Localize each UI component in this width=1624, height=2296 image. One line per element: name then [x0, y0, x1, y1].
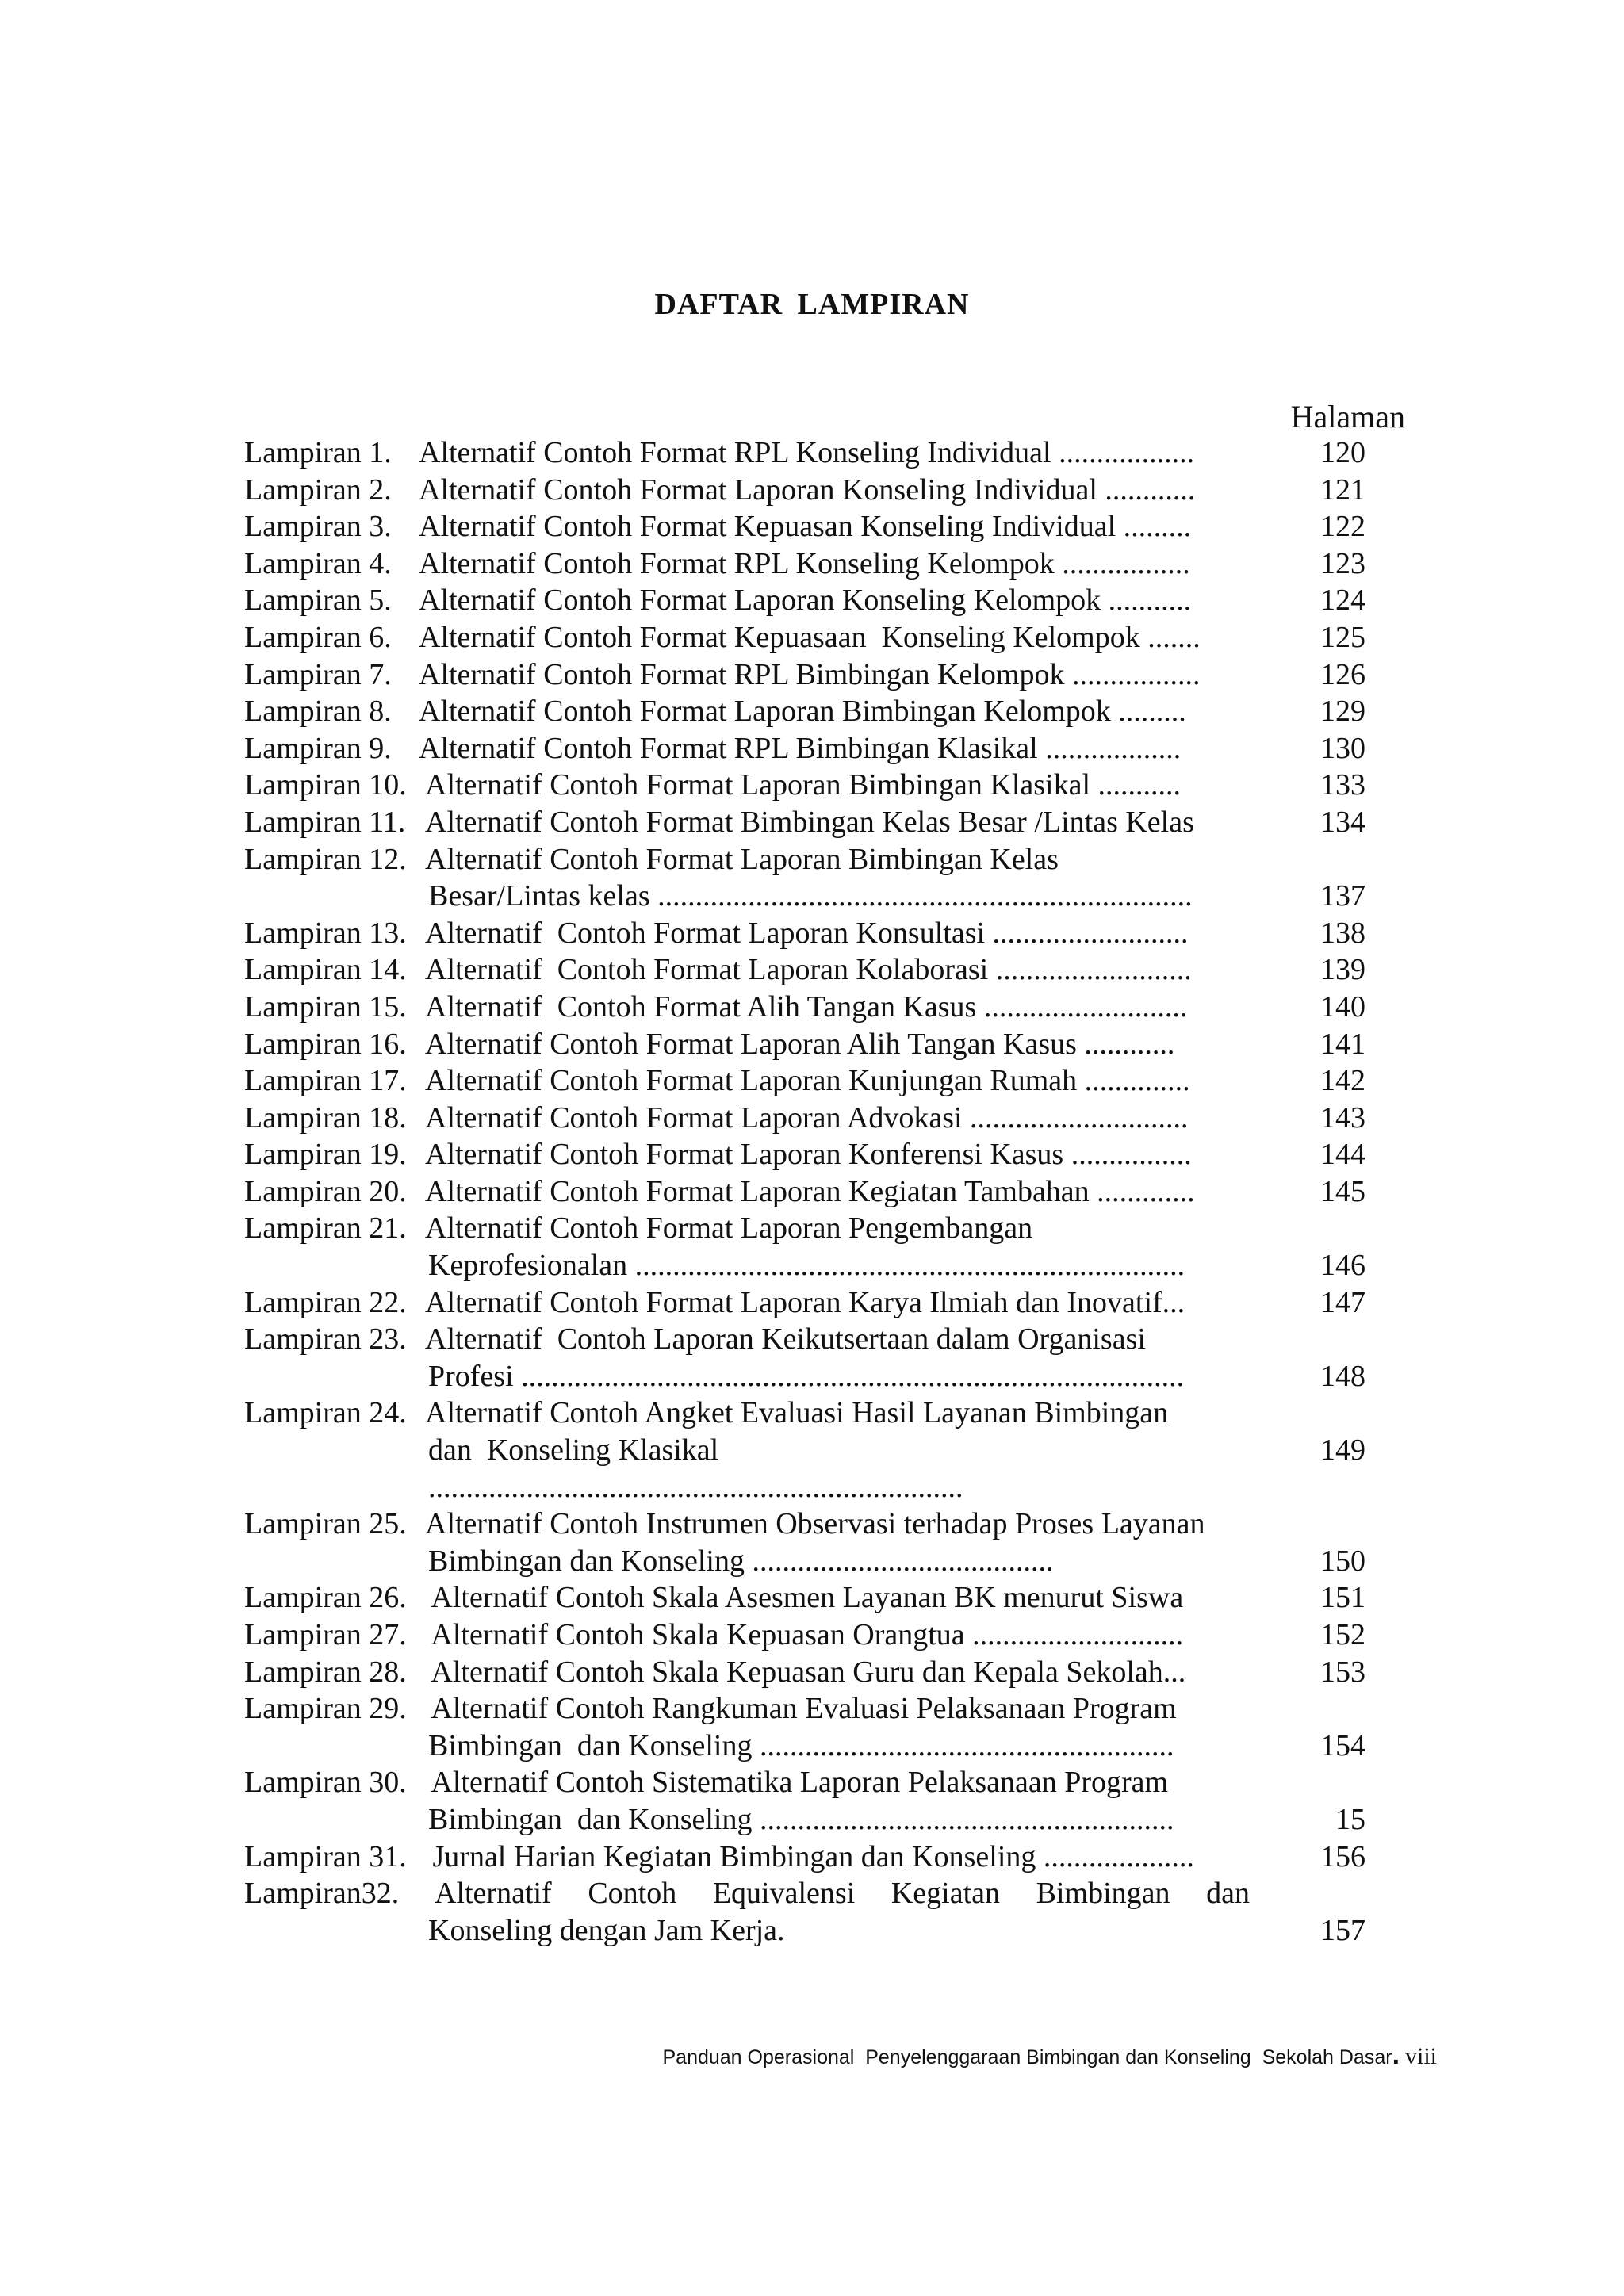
appendix-title: Alternatif Contoh Skala Kepuasan Orangtua ............................ [425, 1618, 1184, 1651]
appendix-label: Lampiran 17. [244, 1064, 407, 1098]
appendix-label: Lampiran 24. [244, 1396, 407, 1430]
appendix-label: Lampiran 15. [244, 989, 407, 1024]
appendix-title: Alternatif Contoh Format Laporan Bimbingan Kelompok ......... [419, 695, 1186, 729]
appendix-page-number: 156 [1320, 1839, 1365, 1873]
appendix-page-number: 138 [1320, 916, 1365, 950]
appendix-entry [244, 508, 1405, 545]
appendix-entry [244, 1026, 1405, 1063]
appendix-list [244, 434, 1405, 1949]
appendix-label: Lampiran 2. [244, 473, 392, 507]
appendix-title: Alternatif Contoh Format RPL Konseling Individual .................. [419, 436, 1195, 469]
appendix-title: Alternatif Contoh Format Laporan Alih Tangan Kasus ............ [425, 1027, 1175, 1061]
appendix-page-number: 133 [1320, 768, 1365, 802]
appendix-entry [244, 841, 1405, 878]
appendix-entry [244, 1062, 1405, 1100]
appendix-title: Alternatif Contoh Sistematika Laporan Pelaksanaan Program [425, 1766, 1169, 1800]
appendix-entry-continuation [244, 878, 1405, 915]
appendix-title: Alternatif Contoh Format Laporan Advokasi ............................. [425, 1100, 1189, 1135]
appendix-entry-continuation [244, 1728, 1405, 1765]
appendix-entry [244, 472, 1405, 509]
appendix-entry [244, 1579, 1405, 1617]
appendix-title: Alternatif Contoh Format Laporan Bimbingan Klasikal ........... [425, 768, 1182, 802]
appendix-page-number: 144 [1320, 1138, 1365, 1172]
appendix-entry [244, 989, 1405, 1026]
appendix-entry [244, 1506, 1405, 1543]
appendix-title: Alternatif Contoh Angket Evaluasi Hasil Layanan Bimbingan [425, 1396, 1169, 1430]
appendix-entry [244, 1654, 1405, 1691]
appendix-label: Lampiran 30. [244, 1766, 407, 1800]
appendix-page-number: 129 [1320, 695, 1365, 729]
appendix-title: Alternatif Contoh Rangkuman Evaluasi Pelaksanaan Program [425, 1692, 1177, 1726]
appendix-entry [244, 1173, 1405, 1211]
appendix-title: Alternatif Contoh Format Laporan Kolaborasi .......................... [425, 953, 1192, 987]
appendix-page-number: 121 [1320, 473, 1365, 507]
appendix-title: Alternatif Contoh Skala Asesmen Layanan BK menurut Siswa [425, 1581, 1184, 1615]
appendix-page-number: 147 [1320, 1285, 1365, 1319]
appendix-page-number: 123 [1320, 546, 1365, 580]
appendix-page-number: 146 [1320, 1249, 1365, 1283]
appendix-page-number: 150 [1320, 1544, 1365, 1578]
appendix-label: Lampiran 10. [244, 768, 407, 802]
appendix-title: Alternatif Contoh Format Kepuasaan Konseling Kelompok ....... [419, 620, 1201, 654]
appendix-title: Bimbingan dan Konseling ....................................................... [428, 1728, 1174, 1762]
appendix-title: Konseling dengan Jam Kerja. [428, 1913, 785, 1947]
appendix-page-number: 140 [1320, 989, 1365, 1024]
appendix-entry [244, 693, 1405, 730]
appendix-title: Alternatif Contoh Format RPL Konseling Kelompok ................. [419, 546, 1190, 580]
appendix-page-number: 145 [1320, 1174, 1365, 1208]
appendix-label: Lampiran 7. [244, 657, 392, 691]
page-column-header: Halaman [1290, 399, 1405, 434]
appendix-title: Alternatif Contoh Format Laporan Konferensi Kasus ................ [425, 1138, 1192, 1172]
appendix-title: Alternatif Contoh Format Laporan Pengembangan [425, 1211, 1033, 1246]
appendix-page-number: 134 [1320, 805, 1365, 839]
appendix-page-number: 151 [1320, 1581, 1365, 1615]
appendix-entry [244, 767, 1405, 804]
appendix-label: Lampiran 23. [244, 1322, 407, 1357]
appendix-title: Alternatif Contoh Format RPL Bimbingan Klasikal .................. [419, 731, 1182, 765]
appendix-title: ....................................................................... [428, 1470, 963, 1504]
appendix-page-number: 142 [1320, 1064, 1365, 1098]
appendix-title: Alternatif Contoh Skala Kepuasan Guru dan Kepala Sekolah... [425, 1655, 1186, 1689]
appendix-page-number: 143 [1320, 1100, 1365, 1135]
appendix-label: Lampiran 31. [244, 1839, 407, 1873]
appendix-entry [244, 1875, 1405, 1912]
appendix-title: Alternatif Contoh Format Laporan Konseling Individual ............ [419, 473, 1196, 507]
appendix-title: Alternatif Contoh Format Kepuasan Konseling Individual ......... [419, 510, 1192, 544]
appendix-label: Lampiran 28. [244, 1655, 407, 1689]
footer-page-number: viii [1404, 2043, 1437, 2069]
appendix-label: Lampiran 22. [244, 1285, 407, 1319]
appendix-entry [244, 730, 1405, 767]
appendix-entry-continuation [244, 1358, 1405, 1395]
appendix-title: Alternatif Contoh Format Laporan Bimbingan Kelas [425, 842, 1059, 876]
appendix-page-number: 157 [1320, 1913, 1365, 1947]
appendix-title: Jurnal Harian Kegiatan Bimbingan dan Konseling .................... [425, 1839, 1194, 1873]
appendix-label: Lampiran 20. [244, 1174, 407, 1208]
appendix-page-number: 122 [1320, 510, 1365, 544]
appendix-page-number: 137 [1320, 879, 1365, 913]
appendix-page-number: 124 [1320, 584, 1365, 618]
appendix-page-number: 154 [1320, 1728, 1365, 1762]
appendix-title: dan Konseling Klasikal [428, 1433, 719, 1468]
appendix-entry-continuation [244, 1801, 1405, 1839]
appendix-page-number: 120 [1320, 436, 1365, 469]
appendix-label: Lampiran 5. [244, 584, 392, 618]
appendix-entry [244, 804, 1405, 841]
appendix-entry [244, 1284, 1405, 1322]
appendix-title: Keprofesionalan ......................................................................... [428, 1249, 1185, 1283]
appendix-page-number: 126 [1320, 657, 1365, 691]
appendix-page-number: 153 [1320, 1655, 1365, 1689]
appendix-entry [244, 1764, 1405, 1801]
appendix-label: Lampiran 26. [244, 1581, 407, 1615]
appendix-page-number: 139 [1320, 953, 1365, 987]
appendix-title: Besar/Lintas kelas ....................................................................... [428, 879, 1193, 913]
appendix-page-number: 152 [1320, 1618, 1365, 1651]
appendix-title: Alternatif Contoh Laporan Keikutsertaan dalam Organisasi [425, 1322, 1146, 1357]
appendix-label: Lampiran 27. [244, 1618, 407, 1651]
appendix-entry [244, 545, 1405, 583]
appendix-page-number: 148 [1320, 1359, 1365, 1393]
page-title: DAFTAR LAMPIRAN [654, 288, 970, 321]
appendix-label: Lampiran 3. [244, 510, 392, 544]
appendix-label: Lampiran 8. [244, 695, 392, 729]
appendix-page-number: 125 [1320, 620, 1365, 654]
appendix-label: Lampiran 11. [244, 805, 406, 839]
appendix-title: Alternatif Contoh Format Laporan Kunjungan Rumah .............. [425, 1064, 1190, 1098]
appendix-entry [244, 619, 1405, 656]
appendix-title: Alternatif Contoh Format Laporan Kegiatan Tambahan ............. [425, 1174, 1195, 1208]
appendix-label: Lampiran 9. [244, 731, 392, 765]
appendix-label: Lampiran 18. [244, 1100, 407, 1135]
appendix-entry [244, 656, 1405, 694]
appendix-title: Alternatif Contoh Format RPL Bimbingan Kelompok ................. [419, 657, 1201, 691]
appendix-label: Lampiran 4. [244, 546, 392, 580]
appendix-title: Alternatif Contoh Format Laporan Karya Ilmiah dan Inovatif... [425, 1285, 1185, 1319]
page-footer [603, 2040, 1437, 2071]
appendix-entry [244, 1839, 1405, 1876]
appendix-label: Lampiran 13. [244, 916, 407, 950]
footer-text: Panduan Operasional Penyelenggaraan Bimbingan dan Konseling Sekolah Dasar [662, 2046, 1392, 2068]
appendix-label: Lampiran 12. [244, 842, 407, 876]
appendix-entry [244, 1210, 1405, 1247]
appendix-page-number: 141 [1320, 1027, 1365, 1061]
appendix-label: Lampiran 29. [244, 1692, 407, 1726]
appendix-entry-continuation [244, 1912, 1405, 1950]
appendix-entry [244, 1136, 1405, 1173]
appendix-entry [244, 1617, 1405, 1654]
appendix-title: Alternatif Contoh Format Laporan Konseling Kelompok ........... [419, 584, 1192, 618]
appendix-title: Alternatif Contoh Instrumen Observasi terhadap Proses Layanan [425, 1507, 1205, 1541]
appendix-entry [244, 915, 1405, 952]
appendix-entry-continuation [244, 1543, 1405, 1580]
appendix-title: Alternatif Contoh Format Alih Tangan Kasus ........................... [425, 989, 1188, 1024]
appendix-entry [244, 1690, 1405, 1728]
appendix-label: Lampiran 14. [244, 953, 407, 987]
appendix-entry-continuation [244, 1247, 1405, 1284]
appendix-page-number: 149 [1320, 1433, 1365, 1468]
appendix-label: Lampiran 16. [244, 1027, 407, 1061]
appendix-label: Lampiran 21. [244, 1211, 407, 1246]
appendix-title: Alternatif Contoh Format Laporan Konsultasi .......................... [425, 916, 1189, 950]
footer-dot: . [1392, 2040, 1400, 2070]
appendix-entry [244, 1395, 1405, 1432]
appendix-entry [244, 434, 1405, 472]
appendix-label: Lampiran 6. [244, 620, 392, 654]
appendix-title: Bimbingan dan Konseling ....................................................... [428, 1802, 1174, 1836]
appendix-entry [244, 951, 1405, 989]
appendix-entry [244, 1100, 1405, 1137]
appendix-title: Bimbingan dan Konseling ........................................ [428, 1544, 1054, 1578]
appendix-entry-continuation [244, 1469, 1405, 1506]
appendix-title: Alternatif Contoh Equivalensi Kegiatan Bimbingan dan [435, 1877, 1250, 1911]
appendix-label: Lampiran32. [244, 1877, 400, 1911]
appendix-entry [244, 1321, 1405, 1358]
appendix-title: Profesi ........................................................................................ [428, 1359, 1185, 1393]
appendix-page-number: 130 [1320, 731, 1365, 765]
appendix-title: Alternatif Contoh Format Bimbingan Kelas Besar /Lintas Kelas [425, 805, 1194, 839]
appendix-entry [244, 582, 1405, 619]
appendix-page-number: 15 [1335, 1802, 1365, 1836]
appendix-entry-continuation [244, 1432, 1405, 1469]
appendix-label: Lampiran 1. [244, 436, 392, 469]
appendix-label: Lampiran 25. [244, 1507, 407, 1541]
appendix-label: Lampiran 19. [244, 1138, 407, 1172]
